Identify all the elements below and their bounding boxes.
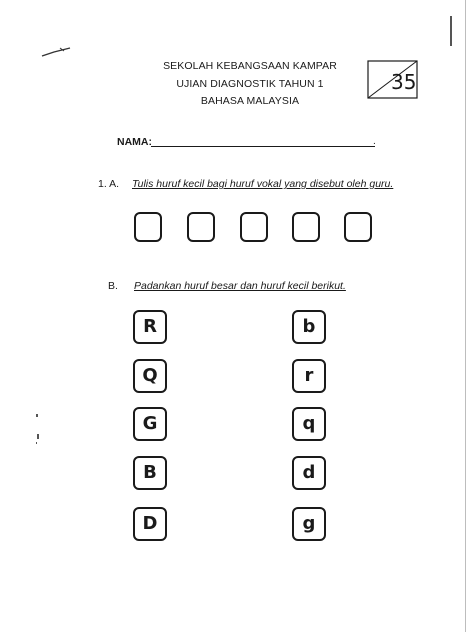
worksheet-header bbox=[130, 58, 370, 111]
question-1a-number: 1. A. bbox=[98, 178, 120, 190]
page-edge-line bbox=[465, 0, 466, 632]
school-name: SEKOLAH KEBANGSAAN KAMPAR bbox=[163, 60, 337, 72]
name-field-end: . bbox=[373, 136, 376, 147]
score-value: 35 bbox=[391, 70, 417, 94]
uppercase-letter-tile[interactable]: B bbox=[133, 456, 167, 490]
name-label: NAMA: bbox=[117, 136, 152, 148]
name-field[interactable] bbox=[151, 134, 375, 147]
exam-title: UJIAN DIAGNOSTIK TAHUN 1 bbox=[176, 77, 324, 90]
question-1a-instruction: Tulis huruf kecil bagi huruf vokal yang disebut oleh guru. bbox=[132, 178, 394, 190]
uppercase-letter-tile[interactable]: R bbox=[133, 310, 167, 344]
answer-box[interactable] bbox=[187, 212, 215, 242]
answer-box[interactable] bbox=[344, 212, 372, 242]
scan-speck bbox=[37, 434, 39, 439]
lowercase-letter-tile[interactable]: q bbox=[292, 407, 326, 441]
question-1b-instruction: Padankan huruf besar dan huruf kecil berikut. bbox=[134, 280, 346, 292]
pen-mark-icon bbox=[40, 44, 74, 60]
answer-box[interactable] bbox=[134, 212, 162, 242]
scan-mark bbox=[450, 16, 452, 46]
lowercase-letter-tile[interactable]: g bbox=[292, 507, 326, 541]
lowercase-letter-tile[interactable]: b bbox=[292, 310, 326, 344]
question-1b-number: B. bbox=[108, 280, 118, 292]
scan-speck bbox=[36, 414, 38, 417]
uppercase-letter-tile[interactable]: D bbox=[133, 507, 167, 541]
lowercase-letter-tile[interactable]: r bbox=[292, 359, 326, 393]
uppercase-letter-tile[interactable]: Q bbox=[133, 359, 167, 393]
subject-title: BAHASA MALAYSIA bbox=[200, 95, 300, 107]
answer-box[interactable] bbox=[292, 212, 320, 242]
answer-box[interactable] bbox=[240, 212, 268, 242]
scan-speck bbox=[36, 442, 37, 444]
uppercase-letter-tile[interactable]: G bbox=[133, 407, 167, 441]
lowercase-letter-tile[interactable]: d bbox=[292, 456, 326, 490]
